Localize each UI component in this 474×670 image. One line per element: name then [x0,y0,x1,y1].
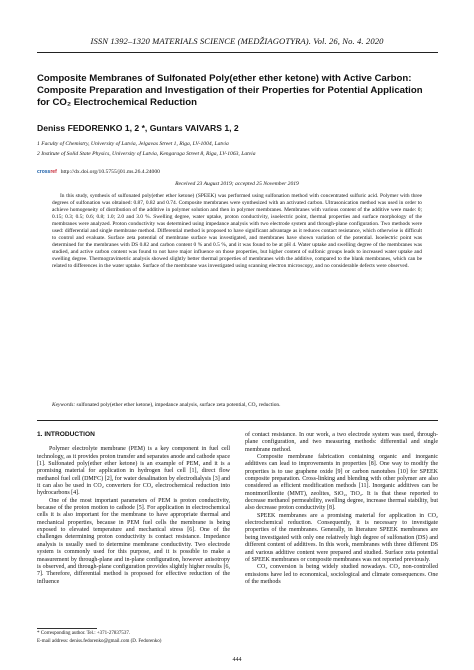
crossref-logo-icon: crossref [37,169,57,175]
journal-header: ISSN 1392–1320 MATERIALS SCIENCE (MEDŽIAGOTYRA). Vol. 26, No. 4. 2020 [90,36,384,46]
footnote-rule [37,628,97,629]
keywords-text: sulfonated poly(ether ether ketone), impedance analysis, surface zeta potential, CO₂ reduction. [76,402,281,408]
paragraph: CO₂ conversion is being widely studied nowadays. CO₂ non-controlled emissions have led to economical, sociological and climate consequences. One of the methods [245,564,438,585]
paragraph: Composite membrane fabrication containing organic and inorganic additives can lead to improvements in properties [8]. One way to modify the properties is to use graphene oxide [9] or carbon nanotubes [10] for SPEEK composite preparation. Cross-linking and blending with other polymer are also considered as efficient modification methods [11]. Inorganic additives can be montmorillonite (MMT), zeolites, SiO₂, TiO₂. It is that these reported to decrease methanol permeability, swelling degree, increase thermal stability, but also decrease proton conductivity [8]. [245,454,438,512]
keywords-label: Keywords: [52,402,76,408]
footnote-email: E-mail address: deniss.fedorenko@gmail.com (D. Fedorenko) [37,639,162,644]
abstract: In this study, synthesis of sulfonated poly(ether ether ketone) (SPEEK) was performed using sulfonation method with concentrated sulfuric acid. Polymer with three degrees of sulfonation was obtained: 0.87, 0.82 and 0.74. Composite membranes were synthesized with an activated carbon. Ultrasonication method was used in order to achieve homogeneity of distribution of the additive in polymer solution and then in polymer membranes. Membranes with various content of the additive were made: 0; 0.15; 0.3; 0.5; 0.6; 0.8; 1.0; 2.0 and 3.0 %. Swelling degree, water uptake, proton conductivity, isoelectric point, thermal properties and surface morphology of the membranes were analyzed. Proton conductivity was determined using impedance analysis with two electrode system and through-plane configuration. Two methods were used: differential and single membrane method. Differential method is proposed to have significant advantage as it reduces contact resistance, which otherwise is difficult to control and evaluate. Surface zeta potential of membrane surface was investigated, and membranes have shown variation of the potential. Isoelectric point was determined for the membranes with DS 0.82 and carbon content 0 % and 0.5 %, and it was found to be at pH 4. Water uptake and swelling degree of the membranes was studied, and active carbon content was found to not have major influence on those properties, but higher content of sulfonic groups leads to increased water uptake and swelling degree. Thermogravimetric analysis showed slightly better thermal properties of membranes with the additive, compared to the blank membranes, which can be related to differences in the water uptake. Surface of the membrane was investigated using scanning electron microscopy, and no considerable defects were observed. [52,193,422,269]
doi-line [37,169,160,175]
footnote-corresponding: * Corresponding author. Tel.: +371-27837537. [37,631,131,636]
page-number: 444 [232,657,242,663]
doi-link[interactable]: http://dx.doi.org/10.5755/j01.ms.26.4.24000 [60,169,160,175]
author-list: Deniss FEDORENKO 1, 2 *, Guntars VAIVARS 1, 2 [37,123,239,133]
paragraph: of contact resistance. In our work, a two electrode system was used, through-plane configuration, and two measuring methods: differential and single membrane method. [245,432,438,453]
affiliation-1: 1 Faculty of Chemistry, University of Latvia, Jelgavas Street 1, Riga, LV-1004, Latvia [37,141,229,147]
header-rule [37,52,438,53]
section-heading: 1. INTRODUCTION [37,431,95,438]
section-rule [37,420,438,421]
right-column [245,432,438,586]
affiliation-2: 2 Institute of Solid State Physics, University of Latvia, Kengaraga Street 8, Riga, LV-1063, Latvia [37,151,256,157]
paragraph: SPEEK membranes are a promising material for application in CO₂ electrochemical reduction. Consequently, it is necessary to investigate properties of the membranes. Generally, in literature SPEEK membranes are being investigated with only one relatively high degree of sulfonation (DS) and different content of additives. In this work, membranes with three different DS and various additive content were prepared and studied. Surface zeta potential of SPEEK membranes or composite membranes was not reported previously. [245,512,438,563]
paragraph: Polymer electrolyte membrane (PEM) is a key component in fuel cell technology, as it provides proton transfer and separates anode and cathode space [1]. Sulfonated poly(ether ether ketone) is an example of PEM, and it is a promising material for application in hydrogen fuel cell [1], direct flow methanol fuel cell (DMFC) [2], for water desalination by electrodialysis [3] and it can also be used in CO₂ converters for CO₂ electrochemical reduction into hydrocarbons [4]. [37,446,230,497]
keywords [52,402,422,409]
received-dates: Received 23 August 2019; accepted 25 November 2019 [175,181,299,187]
left-column [37,431,230,586]
paragraph: One of the most important parameters of PEM is proton conductivity, because of the proton motion to cathode [5]. For application in electrochemical cells it is also important for the membrane to have appropriate thermal and mechanical properties, because in PEM fuel cells the membrane is being exposed to elevated temperature and mechanical stress [6]. One of the challenges determining proton conductivity is contact resistance. Impedance analysis is usually used to determine membrane conductivity. Two electrode system is commonly used for this purpose, and it is possible to make a measurement by through-plane and in-plane configuration, however anisotropy is observed, and through-plane configuration provides slightly higher results [6, 7]. Therefore, differential method is proposed for effective reduction of the influence [37,497,230,585]
paper-title: Composite Membranes of Sulfonated Poly(ether ether ketone) with Active Carbon: Composite Preparation and Investigation of their Properties for Potential Application for CO₂ Electrochemical Reduction [37,73,423,108]
